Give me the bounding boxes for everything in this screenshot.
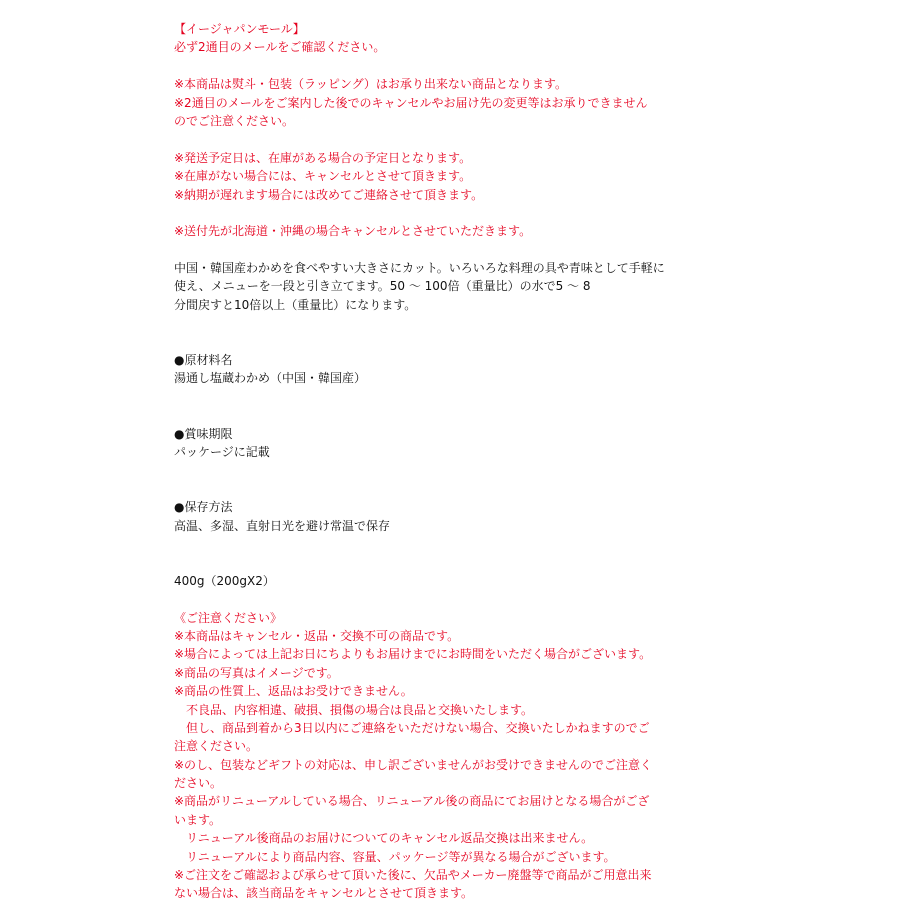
spacer: [174, 590, 874, 608]
description-line: 使え、メニューを一段と引き立てます。50 ～ 100倍（重量比）の水で5 ～ 8: [174, 279, 591, 294]
caution-line: ※商品の写真はイメージです。: [174, 665, 339, 680]
notice-line: ※2通目のメールをご案内した後でのキャンセルやお届け先の変更等はお承りできません: [174, 95, 648, 110]
caution-line: ※商品の性質上、返品はお受けできません。: [174, 684, 413, 699]
caution-heading: 《ご注意ください》: [174, 610, 283, 625]
storage-heading: ●保存方法: [174, 500, 233, 515]
caution-line: います。: [174, 812, 222, 827]
spacer: [174, 388, 874, 425]
shipping-notice-line: ※発送予定日は、在庫がある場合の予定日となります。: [174, 150, 472, 165]
caution-line: 但し、商品到着から3日以内にご連絡をいただけない場合、交換いたしかねますのでご: [174, 720, 650, 735]
spacer: [174, 57, 874, 75]
description-line: 分間戻すと10倍以上（重量比）になります。: [174, 297, 417, 312]
caution-line: リニューアル後商品のお届けについてのキャンセル返品交換は出来ません。: [174, 831, 594, 846]
caution-line: 注意ください。: [174, 739, 259, 754]
spacer: [174, 241, 874, 259]
product-description: [174, 20, 874, 903]
caution-line: ださい。: [174, 776, 223, 791]
caution-line: ※商品がリニューアルしている場合、リニューアル後の商品にてお届けとなる場合がござ: [174, 794, 650, 809]
confirm-mail-notice: 必ず2通目のメールをご確認ください。: [174, 40, 386, 55]
notice-line: のでご注意ください。: [174, 113, 295, 128]
caution-line: ※場合によっては上記お日にちよりもお届けまでにお時間をいただく場合がございます。: [174, 647, 652, 662]
spacer: [174, 314, 874, 351]
caution-line: 不良品、内容相違、破損、損傷の場合は良品と交換いたします。: [174, 702, 534, 717]
shipping-notice-line: ※納期が遅れます場合には改めてご連絡させて頂きます。: [174, 187, 484, 202]
spacer: [174, 461, 874, 498]
caution-line: ※のし、包装などギフトの対応は、申し訳ございませんがお受けできませんのでご注意く: [174, 757, 653, 772]
spacer: [174, 535, 874, 572]
spacer: [174, 130, 874, 148]
caution-line: ※本商品はキャンセル・返品・交換不可の商品です。: [174, 628, 460, 643]
net-weight: 400g（200gX2）: [174, 573, 275, 588]
spacer: [174, 204, 874, 222]
best-before-value: パッケージに記載: [174, 445, 270, 460]
caution-line: ※ご注文をご確認および承らせて頂いた後に、欠品やメーカー廃盤等で商品がご用意出来: [174, 868, 652, 883]
caution-line: リニューアルにより商品内容、容量、パッケージ等が異なる場合がございます。: [174, 849, 616, 864]
best-before-heading: ●賞味期限: [174, 426, 233, 441]
shop-name: 【イージャパンモール】: [174, 22, 305, 36]
destination-notice: ※送付先が北海道・沖縄の場合キャンセルとさせていただきます。: [174, 224, 532, 239]
ingredients-value: 湯通し塩蔵わかめ（中国・韓国産）: [174, 371, 367, 386]
notice-line: ※本商品は熨斗・包装（ラッピング）はお承り出来ない商品となります。: [174, 77, 567, 92]
storage-value: 高温、多湿、直射日光を避け常温で保存: [174, 518, 391, 533]
caution-line: ない場合は、該当商品をキャンセルとさせて頂きます。: [174, 886, 474, 901]
ingredients-heading: ●原材料名: [174, 353, 233, 368]
shipping-notice-line: ※在庫がない場合には、キャンセルとさせて頂きます。: [174, 169, 472, 184]
description-line: 中国・韓国産わかめを食べやすい大きさにカット。いろいろな料理の具や青味として手軽に: [174, 261, 665, 276]
